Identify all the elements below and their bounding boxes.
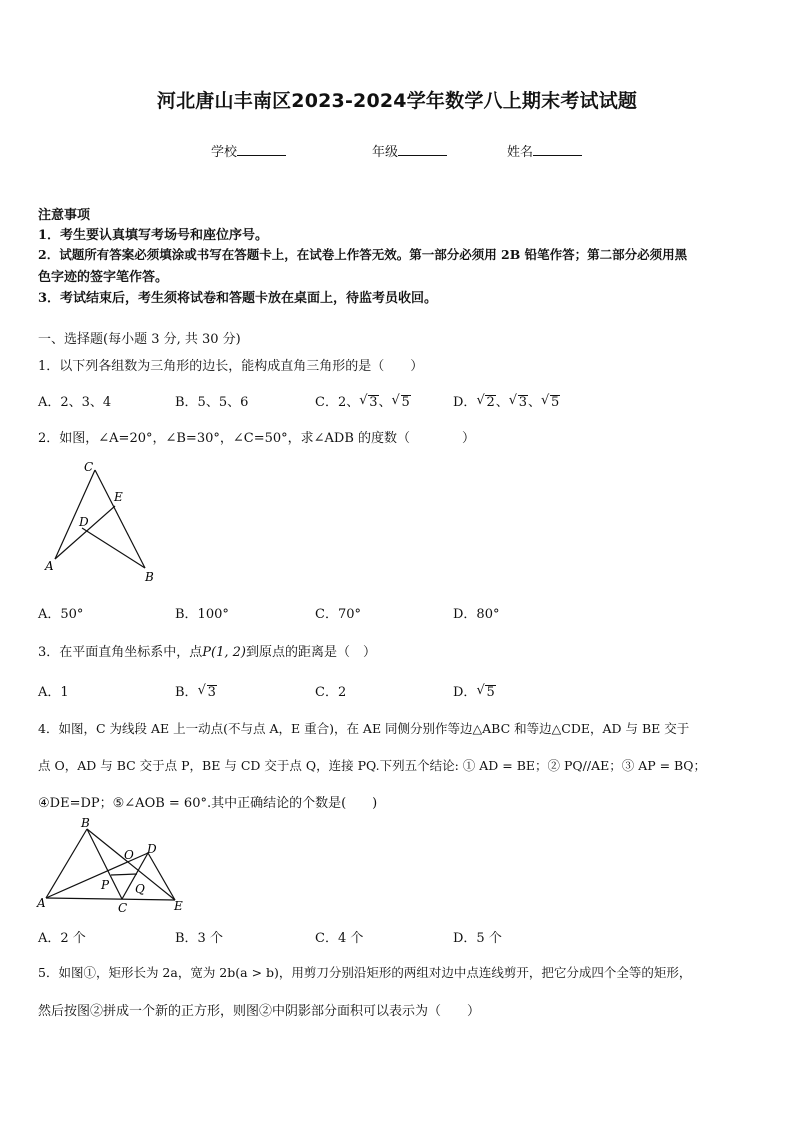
q4-stem-line-3: ④DE=DP；⑤∠AOB = 60°.其中正确结论的个数是( ) bbox=[38, 796, 378, 811]
separator: 、 bbox=[528, 395, 542, 410]
label-Q: Q bbox=[135, 882, 145, 896]
label-P: P bbox=[101, 878, 110, 892]
q2-stem: 2．如图，∠A=20°，∠B=30°，∠C=50°，求∠ADB 的度数（ ） bbox=[38, 431, 476, 446]
sqrt-3 bbox=[198, 685, 217, 700]
q3-option-b-prefix: B． bbox=[175, 685, 198, 700]
label-B: B bbox=[81, 816, 90, 830]
sqrt-5 bbox=[476, 685, 495, 700]
grade-label: 年级 bbox=[372, 145, 399, 160]
sqrt-2 bbox=[476, 395, 495, 410]
q4-stem-line-1: 4．如图，C 为线段 AE 上一动点(不与点 A，E 重合)，在 AE 同侧分别作等边△ABC 和等边△CDE，AD 与 BE 交于 bbox=[38, 721, 690, 736]
notice-heading: 注意事项 bbox=[38, 208, 91, 223]
q4-option-d[interactable]: D．5 个 bbox=[453, 931, 502, 946]
q1-option-b[interactable]: B．5、5、6 bbox=[175, 395, 249, 410]
segment-AE bbox=[55, 506, 115, 559]
q2-triangle-figure bbox=[38, 455, 168, 590]
radicand: 3 bbox=[207, 685, 216, 700]
radicand: 3 bbox=[369, 395, 378, 410]
q3-option-d-prefix: D． bbox=[453, 685, 477, 700]
q1-option-d-prefix: D． bbox=[453, 395, 477, 410]
school-blank[interactable] bbox=[237, 143, 286, 156]
segment-AC bbox=[55, 470, 95, 559]
notice-item-3: 3．考试结束后，考生须将试卷和答题卡放在桌面上，待监考员收回。 bbox=[38, 291, 438, 306]
notice-item-1: 1．考生要认真填写考场号和座位序号。 bbox=[38, 228, 269, 243]
radicand: 3 bbox=[518, 395, 528, 410]
segment-CB bbox=[95, 470, 145, 568]
label-C: C bbox=[118, 901, 128, 915]
label-D: D bbox=[79, 515, 89, 529]
name-field[interactable] bbox=[507, 141, 582, 160]
grade-field[interactable] bbox=[372, 141, 447, 160]
segment-AB bbox=[46, 829, 87, 898]
segment-PQ bbox=[111, 874, 137, 875]
label-E: E bbox=[114, 490, 123, 504]
q1-option-a[interactable]: A．2、3、4 bbox=[38, 395, 112, 410]
q2-option-a[interactable]: A．50° bbox=[38, 607, 84, 622]
segment-DE bbox=[148, 853, 175, 900]
q2-option-b[interactable]: B．100° bbox=[175, 607, 229, 622]
label-B: B bbox=[145, 570, 154, 584]
separator: 、 bbox=[378, 395, 392, 410]
label-E: E bbox=[174, 899, 183, 913]
label-D: D bbox=[147, 842, 157, 856]
label-O: O bbox=[124, 848, 134, 862]
q3-stem-suffix: 到原点的距离是（ ） bbox=[245, 645, 376, 660]
q1-option-d[interactable] bbox=[453, 391, 560, 410]
radicand: 5 bbox=[401, 395, 410, 410]
q4-equilateral-figure bbox=[36, 815, 188, 915]
q1-stem: 1．以下列各组数为三角形的边长，能构成直角三角形的是（ ） bbox=[38, 359, 424, 374]
radicand: 2 bbox=[486, 395, 495, 410]
sqrt-5 bbox=[541, 395, 560, 410]
exam-title: 河北唐山丰南区2023-2024学年数学八上期末考试试题 bbox=[156, 90, 638, 112]
label-C: C bbox=[84, 460, 94, 474]
label-A: A bbox=[37, 896, 46, 910]
notice-item-2-line-1: 2．试题所有答案必须填涂或书写在答题卡上，在试卷上作答无效。第一部分必须用 2B 铅笔作答；第二部分必须用黑 bbox=[38, 247, 688, 262]
sqrt-5 bbox=[392, 395, 411, 410]
q4-stem-line-2: 点 O，AD 与 BC 交于点 P，BE 与 CD 交于点 Q，连接 PQ.下列五个结论: ① AD = BE；② PQ//AE；③ AP = BQ； bbox=[38, 758, 706, 773]
notice-item-2-line-2: 色字迹的签字笔作答。 bbox=[38, 270, 169, 285]
section-1-heading: 一、选择题(每小题 3 分, 共 30 分) bbox=[38, 332, 241, 347]
sqrt-3 bbox=[359, 395, 378, 410]
q3-point: P(1, 2) bbox=[202, 645, 246, 660]
separator: 、 bbox=[495, 395, 509, 410]
q3-option-a[interactable]: A．1 bbox=[38, 685, 69, 700]
q3-stem-prefix: 3．在平面直角坐标系中，点 bbox=[38, 645, 203, 660]
segment-AE bbox=[46, 898, 175, 900]
segment-DB bbox=[82, 528, 145, 568]
name-label: 姓名 bbox=[507, 145, 534, 160]
label-A: A bbox=[45, 559, 54, 573]
q1-option-c-prefix: C．2、 bbox=[315, 395, 360, 410]
radicand: 5 bbox=[486, 685, 495, 700]
radicand: 5 bbox=[551, 395, 560, 410]
q3-option-c[interactable]: C．2 bbox=[315, 685, 347, 700]
q1-option-c[interactable] bbox=[315, 391, 411, 410]
grade-blank[interactable] bbox=[398, 143, 447, 156]
q4-option-a[interactable]: A．2 个 bbox=[38, 931, 86, 946]
q4-option-b[interactable]: B．3 个 bbox=[175, 931, 223, 946]
sqrt-3 bbox=[509, 395, 528, 410]
q5-stem-line-1: 5．如图①，矩形长为 2a，宽为 2b(a > b)，用剪刀分别沿矩形的两组对边中点连线剪开，把它分成四个全等的矩形， bbox=[38, 965, 692, 980]
q3-option-b[interactable] bbox=[175, 681, 217, 700]
q2-option-c[interactable]: C．70° bbox=[315, 607, 361, 622]
q3-stem bbox=[38, 641, 376, 660]
q3-option-d[interactable] bbox=[453, 681, 496, 700]
school-field[interactable] bbox=[211, 141, 286, 160]
q4-option-c[interactable]: C．4 个 bbox=[315, 931, 364, 946]
school-label: 学校 bbox=[211, 145, 238, 160]
q5-stem-line-2: 然后按图②拼成一个新的正方形，则图②中阴影部分面积可以表示为（ ） bbox=[38, 1004, 481, 1019]
name-blank[interactable] bbox=[533, 143, 582, 156]
q2-option-d[interactable]: D．80° bbox=[453, 607, 500, 622]
